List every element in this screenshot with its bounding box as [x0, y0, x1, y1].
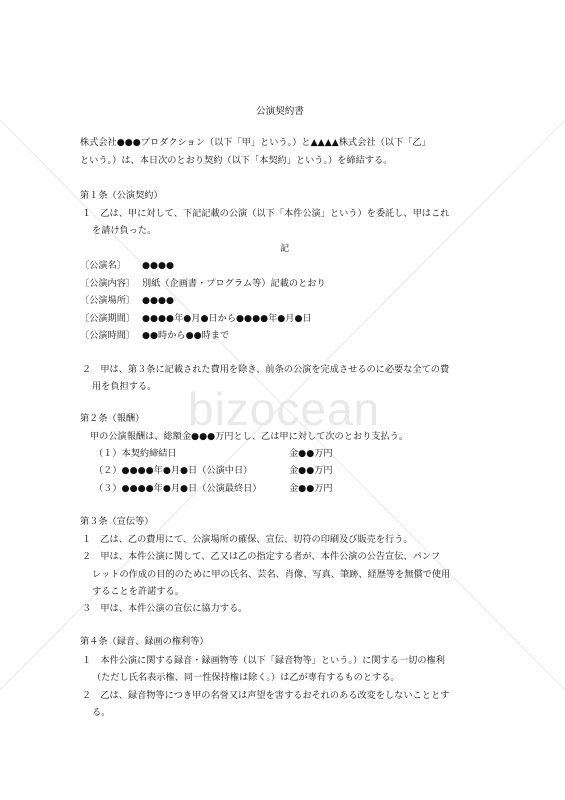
payment-when: （２）●●●●年●月●日（公演中日） — [94, 465, 253, 476]
article4-line: る。 — [92, 707, 111, 718]
article1-item1-line: を請け負った。 — [92, 225, 157, 236]
preamble-line: 株式会社●●●プロダクション（以下「甲」という。）と▲▲▲▲株式会社（以下「乙」 — [80, 137, 431, 148]
detail-value: ●●●● — [142, 260, 175, 271]
ki-heading: 記 — [280, 243, 290, 254]
detail-label: 〔公演場所〕 — [80, 295, 136, 306]
detail-label: 〔公演時間〕 — [80, 330, 136, 341]
detail-value: ●●●●年●月●日から●●●●年●月●日 — [142, 313, 312, 324]
article3-line: することを許諾する。 — [92, 586, 184, 597]
detail-label: 〔公演名〕 — [80, 260, 126, 271]
article3-line: レットの作成の目的のために甲の氏名、芸名、肖像、写真、筆跡、経歴等を無償で使用 — [92, 569, 451, 580]
detail-label: 〔公演期間〕 — [80, 313, 136, 324]
document-title: 公演契約書 — [256, 106, 304, 117]
article4-heading: 第４条（録音、録画の権利等） — [80, 636, 209, 647]
article3-line: １ 乙は、乙の費用にて、公演場所の確保、宣伝、切符の印刷及び販売を行う。 — [82, 534, 413, 545]
payment-amount: 金●●万円 — [289, 483, 333, 494]
article4-line: １ 本件公演に関する録音・録画物等（以下「録音物等」という。）に関する一切の権利 — [82, 655, 445, 666]
article1-heading: 第１条（公演契約） — [80, 190, 163, 201]
detail-value: ●●時から●●時まで — [142, 330, 230, 341]
article3-line: ３ 甲は、本件公演の宣伝に協力する。 — [82, 603, 248, 614]
detail-value: 別紙（企画書・プログラム等）記載のとおり — [142, 278, 326, 289]
article2-heading: 第２条（報酬） — [80, 413, 145, 424]
payment-when: （１）本契約締結日 — [94, 448, 177, 459]
article1-item2-line: ２ 甲は、第３条に記載された費用を除き、前条の公演を完成させるのに必要な全ての費 — [82, 364, 450, 375]
payment-amount: 金●●万円 — [289, 465, 333, 476]
detail-label: 〔公演内容〕 — [80, 278, 136, 289]
payment-amount: 金●●万円 — [289, 448, 333, 459]
watermark-logo: bizocean — [188, 383, 381, 435]
article1-item1-line: １ 乙は、甲に対して、下記記載の公演（以下「本件公演」という）を委託し、甲はこれ — [82, 208, 450, 219]
article2-intro: 甲の公演報酬は、総額金●●●万円とし、乙は甲に対して次のとおり支払う。 — [90, 431, 409, 442]
payment-when: （３）●●●●年●月●日（公演最終日） — [94, 483, 262, 494]
preamble-line: という。）は、本日次のとおり契約（以下「本契約」という。）を締結する。 — [80, 155, 393, 166]
article4-line: （ただし氏名表示権、同一性保持権は除く。）は乙が専有するものとする。 — [92, 672, 400, 683]
article1-item2-line: 用を負担する。 — [92, 381, 157, 392]
article3-heading: 第３条（宣伝等） — [80, 516, 154, 527]
article3-line: ２ 甲は、本件公演に関して、乙又は乙の指定する者が、本件公演の公告宣伝、パンフ — [82, 551, 441, 562]
article4-line: ２ 乙は、録音物等につき甲の名誉又は声望を害するおそれのある改変をしないこととす — [82, 690, 450, 701]
detail-value: ●●●● — [142, 295, 175, 306]
